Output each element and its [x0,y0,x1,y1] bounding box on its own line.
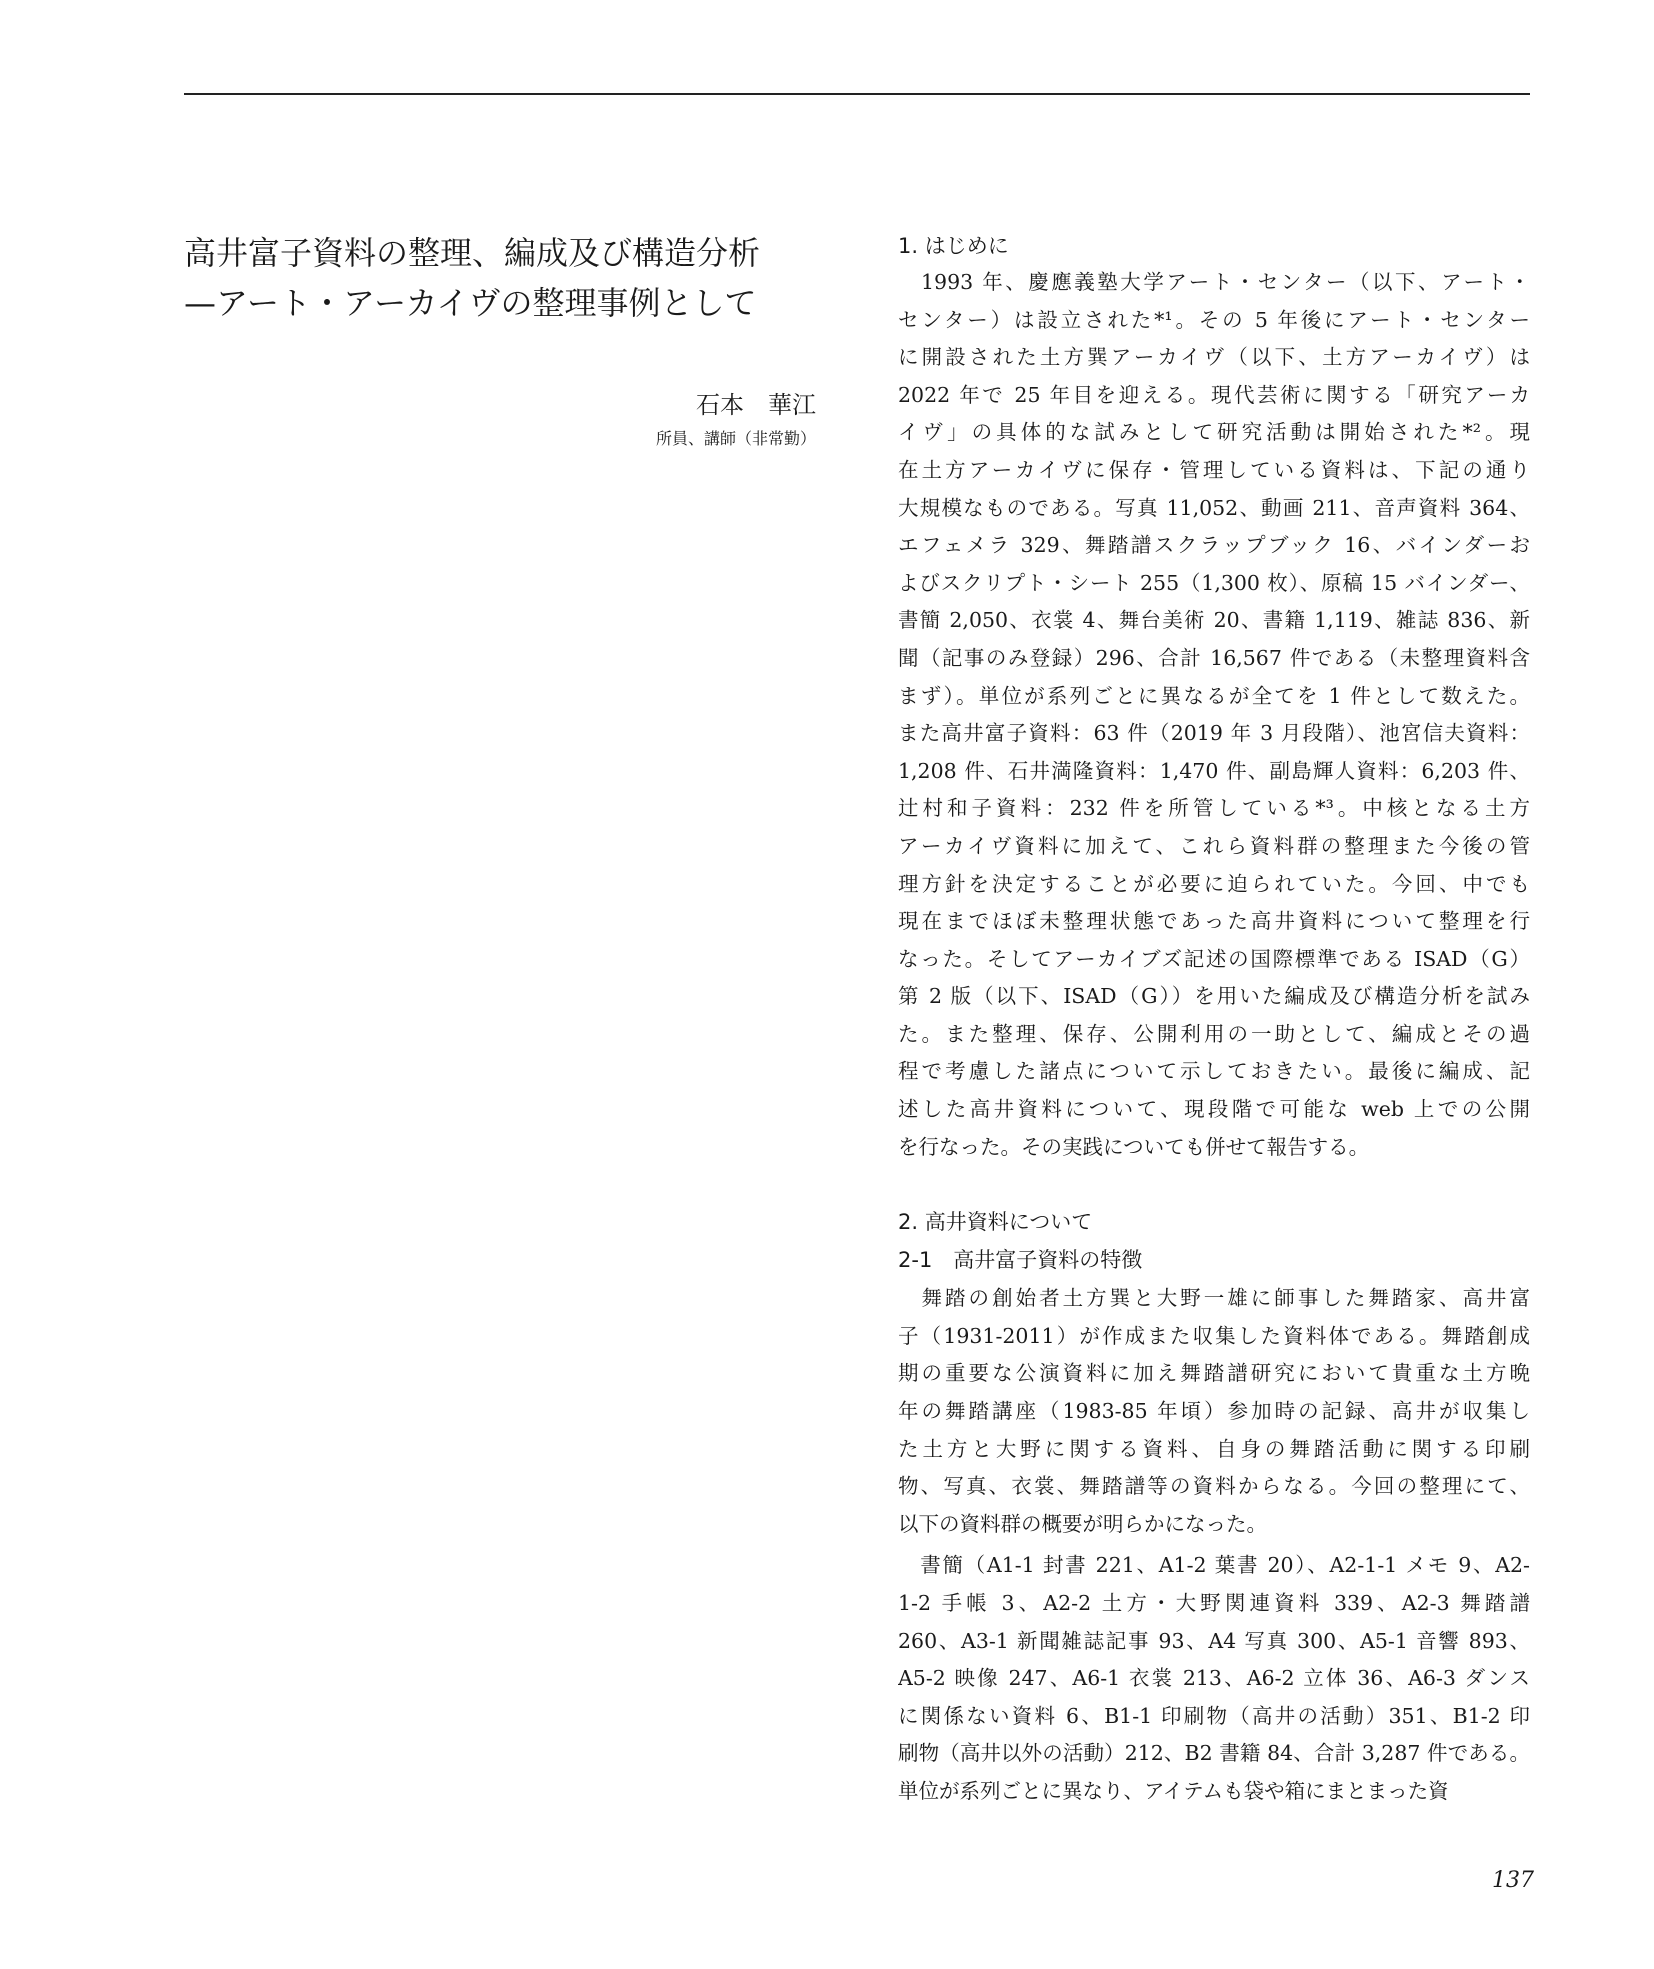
text-line: イヴ」の具体的な試みとして研究活動は開始された*²。現 [898,420,1530,445]
header-rule [184,93,1530,95]
text-line: 物、写真、衣裳、舞踏譜等の資料からなる。今回の整理にて、 [898,1474,1530,1499]
text-line: また高井富子資料：63 件（2019 年 3 月段階）、池宮信夫資料： [898,721,1530,746]
text-line: 書簡（A1-1 封書 221、A1-2 葉書 20）、A2-1-1 メモ 9、A2- [898,1553,1530,1578]
text-line: 聞（記事のみ登録）296、合計 16,567 件である（未整理資料含 [898,645,1530,670]
text-line: た土方と大野に関する資料、自身の舞踏活動に関する印刷 [898,1436,1530,1461]
text-line: 程で考慮した諸点について示しておきたい。最後に編成、記 [898,1059,1530,1084]
text-line: なった。そしてアーカイブズ記述の国際標準である ISAD（G） [898,946,1530,971]
text-line: 舞踏の創始者土方巽と大野一雄に師事した舞踏家、高井富 [898,1286,1530,1311]
author-affiliation: 所員、講師（非常勤） [655,429,816,448]
section-2-1-subheading: 2-1 高井富子資料の特徴 [898,1248,1143,1273]
text-line: よびスクリプト・シート 255（1,300 枚）、原稿 15 バインダー、 [898,570,1530,595]
text-line: 2022 年で 25 年目を迎える。現代芸術に関する「研究アーカ [898,382,1530,407]
text-line: まず）。単位が系列ごとに異なるが全てを 1 件として数えた。 [898,683,1530,708]
text-line: に関係ない資料 6、B1-1 印刷物（高井の活動）351、B1-2 印 [898,1703,1530,1728]
text-line: 期の重要な公演資料に加え舞踏譜研究において貴重な土方晩 [898,1361,1530,1386]
section-1-paragraph [898,264,1530,1166]
text-line: 年の舞踏講座（1983-85 年頃）参加時の記録、高井が収集し [898,1399,1530,1424]
author-name: 石本 華江 [696,391,816,419]
text-line: 260、A3-1 新聞雑誌記事 93、A4 写真 300、A5-1 音響 893、 [898,1628,1530,1653]
section-2-1-paragraph-1 [898,1280,1530,1543]
text-line: 子（1931-2011）が作成また収集した資料体である。舞踏創成 [898,1323,1530,1348]
text-line: 述した高井資料について、現段階で可能な web 上での公開 [898,1097,1530,1122]
text-line: 単位が系列ごとに異なり、アイテムも袋や箱にまとまった資 [898,1778,1449,1803]
text-line: 刷物（高井以外の活動）212、B2 書籍 84、合計 3,287 件である。 [898,1741,1530,1766]
text-line: 在土方アーカイヴに保存・管理している資料は、下記の通り [898,457,1530,482]
text-line: 理方針を決定することが必要に迫られていた。今回、中でも [898,871,1530,896]
text-line: 1-2 手帳 3、A2-2 土方・大野関連資料 339、A2-3 舞踏譜 [898,1591,1530,1615]
text-line: エフェメラ 329、舞踏譜スクラップブック 16、バインダーお [898,533,1530,558]
text-line: 1,208 件、石井満隆資料：1,470 件、副島輝人資料：6,203 件、 [898,758,1530,783]
text-line: に開設された土方巽アーカイヴ（以下、土方アーカイヴ）は [898,345,1530,370]
body-column [898,232,1530,1811]
text-line: 第 2 版（以下、ISAD（G））を用いた編成及び構造分析を試み [898,984,1530,1009]
page-number: 137 [1492,1868,1534,1893]
text-line: 書簡 2,050、衣裳 4、舞台美術 20、書籍 1,119、雑誌 836、新 [898,608,1530,633]
text-line: 現在までほぼ未整理状態であった高井資料について整理を行 [898,909,1530,934]
text-line: 大規模なものである。写真 11,052、動画 211、音声資料 364、 [898,495,1530,520]
text-line: A5-2 映像 247、A6-1 衣裳 213、A6-2 立体 36、A6-3 ダンス [898,1666,1530,1691]
title-line-1: 高井富子資料の整理、編成及び構造分析 [184,234,761,272]
text-line: 1993 年、慶應義塾大学アート・センター（以下、アート・ [898,270,1530,294]
text-line: アーカイヴ資料に加えて、これら資料群の整理また今後の管 [898,833,1530,858]
section-2-heading: 2. 高井資料について [898,1210,1093,1235]
text-line: 辻村和子資料：232 件を所管している*³。中核となる土方 [898,796,1530,821]
text-line: を行なった。その実践についても併せて報告する。 [898,1134,1370,1159]
section-2-1-paragraph-2 [898,1547,1530,1810]
title-line-2: —アート・アーカイヴの整理事例として [184,284,757,322]
text-line: センター）は設立された*¹。その 5 年後にアート・センター [898,307,1530,332]
section-1-heading: 1. はじめに [898,234,1009,258]
text-line: 以下の資料群の概要が明らかになった。 [898,1511,1267,1536]
text-line: た。また整理、保存、公開利用の一助として、編成とその過 [898,1021,1530,1046]
article-title [184,228,834,328]
